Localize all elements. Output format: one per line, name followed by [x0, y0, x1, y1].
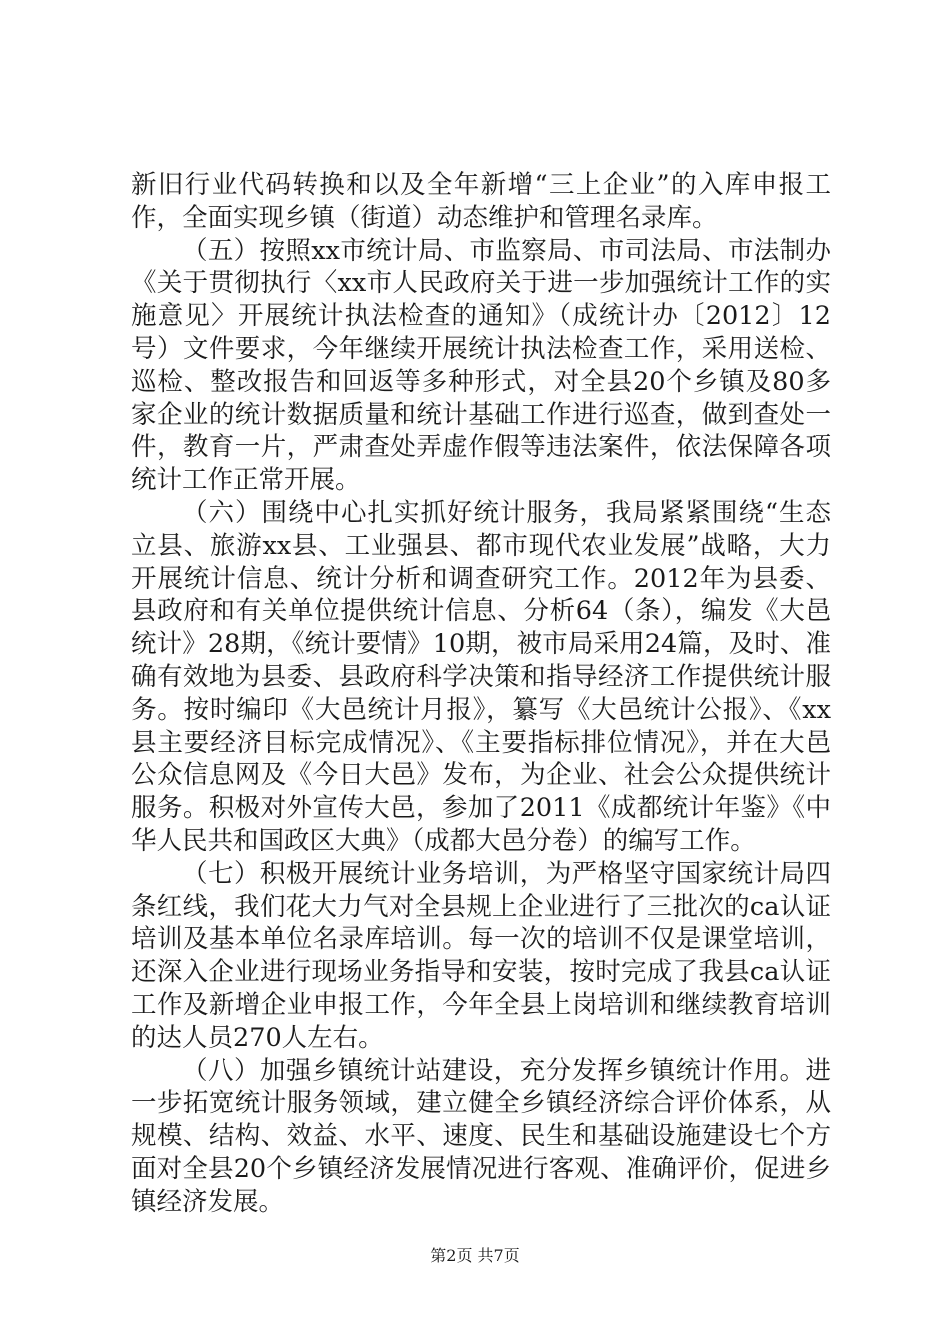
page-number-footer: 第2页 共7页: [430, 1246, 520, 1265]
paragraph-section-6: （六）围绕中心扎实抓好统计服务，我局紧紧围绕“生态立县、旅游xx县、工业强县、都市现代农业发展”战略，大力开展统计信息、统计分析和调查研究工作。2012年为县委、县政府和有关单位提供统计信息、分析64（条），编发《大邑统计》28期，《统计要情》10期，被市局采用24篇，及时、准确有效地为县委、县政府科学决策和指导经济工作提供统计服务。按时编印《大邑统计月报》，纂写《大邑统计公报》、《xx县主要经济目标完成情况》、《主要指标排位情况》，并在大邑公众信息网及《今日大邑》发布，为企业、社会公众提供统计服务。积极对外宣传大邑，参加了2011《成都统计年鉴》《中华人民共和国政区大典》（成都大邑分卷）的编写工作。: [131, 497, 831, 856]
paragraph-continuation: 新旧行业代码转换和以及全年新增“三上企业”的入库申报工作，全面实现乡镇（街道）动态维护和管理名录库。: [131, 170, 831, 233]
paragraph-section-8: （八）加强乡镇统计站建设，充分发挥乡镇统计作用。进一步拓宽统计服务领域，建立健全乡镇经济综合评价体系，从规模、结构、效益、水平、速度、民生和基础设施建设七个方面对全县20个乡镇经济发展情况进行客观、准确评价，促进乡镇经济发展。: [131, 1055, 831, 1217]
paragraph-section-5: （五）按照xx市统计局、市监察局、市司法局、市法制办《关于贯彻执行〈xx市人民政府关于进一步加强统计工作的实施意见〉开展统计执法检查的通知》（成统计办〔2012〕12号）文件要求，今年继续开展统计执法检查工作，采用送检、巡检、整改报告和回返等多种形式，对全县20个乡镇及80多家企业的统计数据质量和统计基础工作进行巡查，做到查处一件，教育一片，严肃查处弄虚作假等违法案件，依法保障各项统计工作正常开展。: [131, 235, 831, 496]
document-body: [131, 169, 831, 1219]
paragraph-section-7: （七）积极开展统计业务培训，为严格坚守国家统计局四条红线，我们花大力气对全县规上企业进行了三批次的ca认证培训及基本单位名录库培训。每一次的培训不仅是课堂培训，还深入企业进行现场业务指导和安装，按时完成了我县ca认证工作及新增企业申报工作，今年全县上岗培训和继续教育培训的达人员270人左右。: [131, 858, 831, 1053]
